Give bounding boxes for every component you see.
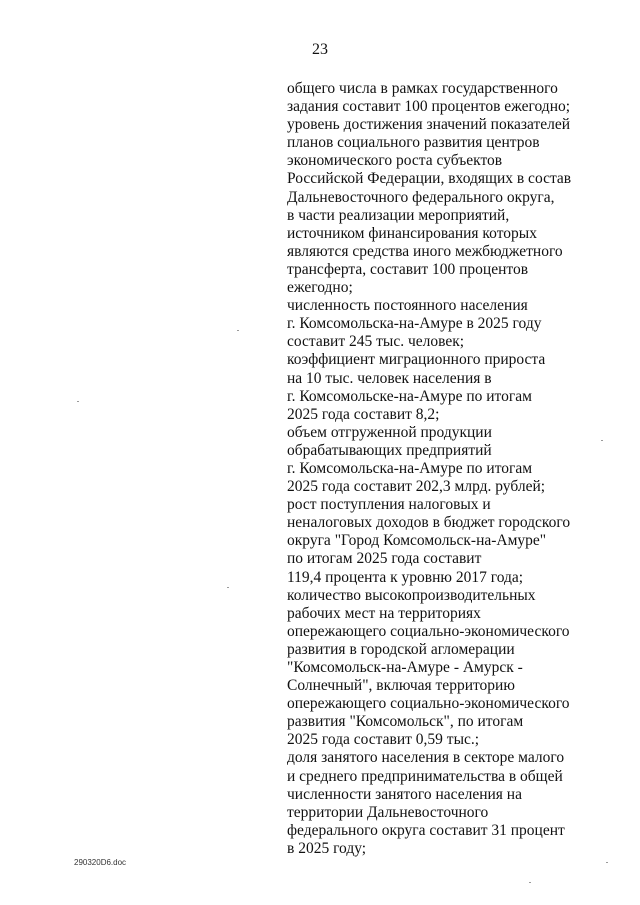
text-line: рост поступления налоговых и — [287, 496, 491, 514]
text-line: 2025 года составит 8,2; — [287, 405, 440, 423]
text-line: развития "Комсомольск", по итогам — [287, 713, 524, 731]
text-line: неналоговых доходов в бюджет городского — [287, 514, 571, 532]
text-line: общего числа в рамках государственного — [287, 80, 558, 97]
text-line: обрабатывающих предприятий — [287, 441, 492, 459]
text-line: по итогам 2025 года составит — [287, 550, 482, 568]
text-line: численность постоянного населения — [287, 297, 528, 315]
text-line: в части реализации мероприятий, — [287, 206, 510, 224]
page-number: 23 — [312, 41, 328, 58]
text-line: и среднего предпринимательства в общей — [287, 767, 563, 785]
text-line: Российской Федерации, входящих в состав — [287, 170, 572, 188]
file-code: 290320D6.doc — [74, 858, 127, 867]
text-line: округа "Город Комсомольск-на-Амуре" — [287, 532, 547, 550]
text-line: являются средства иного межбюджетного — [287, 242, 563, 260]
text-line: задания составит 100 процентов ежегодно; — [287, 98, 571, 116]
text-line: ежегодно; — [287, 279, 353, 297]
scan-speck — [601, 440, 603, 441]
text-line: рабочих мест на территориях — [287, 604, 481, 622]
text-line: 119,4 процента к уровню 2017 года; — [287, 568, 524, 586]
text-line: 2025 года составит 202,3 млрд. рублей; — [287, 478, 546, 496]
text-line: уровень достижения значений показателей — [287, 116, 571, 134]
text-line: г. Комсомольска-на-Амуре в 2025 году — [287, 315, 542, 333]
text-line: доля занятого населения в секторе малого — [287, 749, 565, 767]
text-line: опережающего социально-экономического — [287, 695, 570, 713]
scan-speck — [227, 587, 229, 588]
scan-speck — [606, 862, 608, 863]
text-line: 2025 года составит 0,59 тыс.; — [287, 731, 480, 749]
text-line: опережающего социально-экономического — [287, 622, 570, 640]
text-line: г. Комсомольска-на-Амуре по итогам — [287, 459, 533, 477]
text-line: коэффициент миграционного прироста — [287, 351, 546, 369]
text-line: на 10 тыс. человек населения в — [287, 369, 492, 387]
body-text — [287, 80, 617, 858]
text-line: трансферта, составит 100 процентов — [287, 260, 529, 278]
text-line: федерального округа составит 31 процент — [287, 821, 565, 839]
text-line: экономического роста субъектов — [287, 152, 503, 170]
text-line: территории Дальневосточного — [287, 803, 489, 821]
text-line: в 2025 году; — [287, 839, 367, 857]
text-line: составит 245 тыс. человек; — [287, 333, 465, 351]
text-line: источником финансирования которых — [287, 224, 537, 242]
scan-speck — [237, 330, 239, 331]
text-line: Солнечный", включая территорию — [287, 677, 515, 695]
text-line: объем отгруженной продукции — [287, 423, 492, 441]
text-line: "Комсомольск-на-Амуре - Амурск - — [287, 659, 523, 676]
text-line: планов социального развития центров — [287, 134, 540, 152]
scan-speck — [529, 882, 531, 883]
text-line: количество высокопроизводительных — [287, 586, 536, 604]
text-line: Дальневосточного федерального округа, — [287, 188, 555, 206]
text-line: г. Комсомольске-на-Амуре по итогам — [287, 387, 532, 405]
text-line: численности занятого населения на — [287, 785, 522, 803]
scan-speck — [77, 401, 79, 402]
text-line: развития в городской агломерации — [287, 640, 515, 658]
